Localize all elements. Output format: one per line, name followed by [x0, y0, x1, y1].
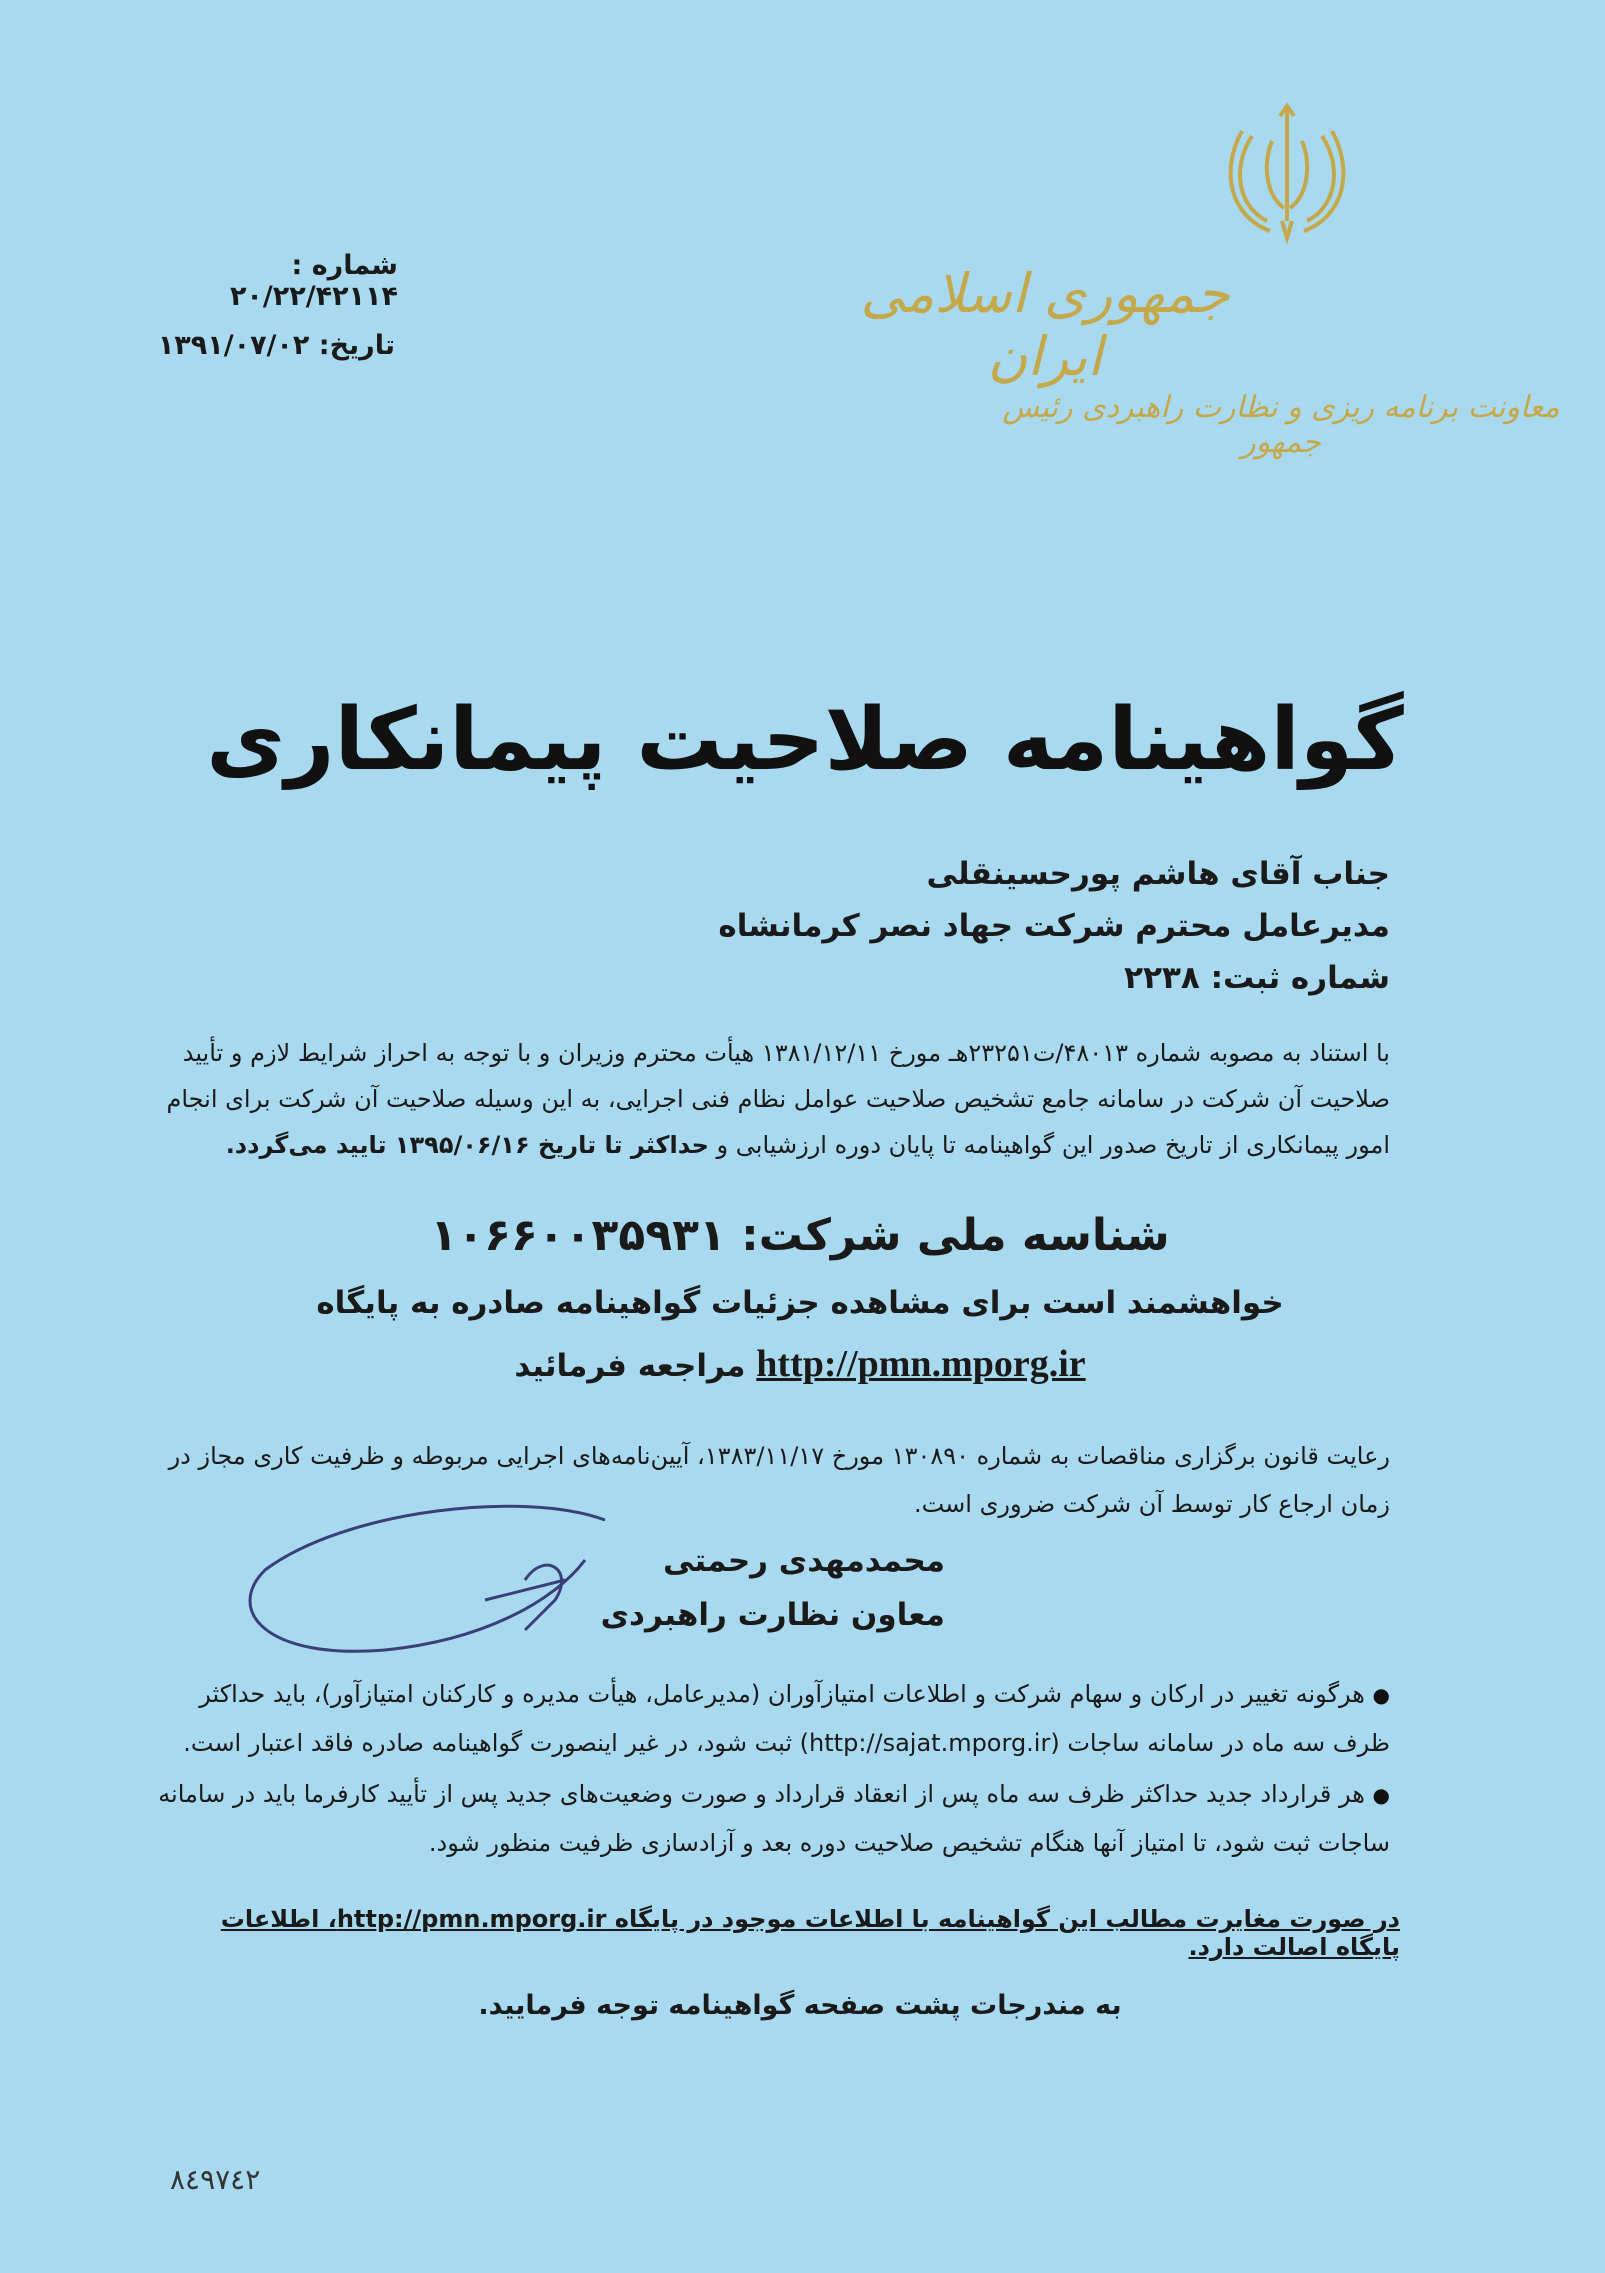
- date-label: تاریخ:: [318, 330, 395, 361]
- addressee-position: مدیرعامل محترم شرکت جهاد نصر کرمانشاه: [718, 908, 1390, 944]
- iran-emblem-icon: [1222, 96, 1352, 246]
- visit-instruction: خواهشمند است برای مشاهده جزئیات گواهینامه صادره به پایگاه: [316, 1285, 1284, 1321]
- serial-number: ٨٤٩٧٤٢: [170, 2163, 261, 2196]
- number-label: شماره :: [291, 250, 398, 281]
- letter-number: [118, 250, 398, 312]
- visit-link-line: [300, 1342, 1300, 1386]
- note-text: هر قرارداد جدید حداکثر ظرف سه ماه پس از انعقاد قرارداد و صورت وضعیت‌های جدید پس از تأیید کارفرما باید در سامانه ساجات ثبت شود، تا امتیاز آنها هنگام تشخیص صلاحیت دوره بعد و آزادسازی ظرفیت منظور شود.: [158, 1780, 1390, 1857]
- date-value: ۱۳۹۱/۰۷/۰۲: [157, 330, 310, 361]
- body-paragraph: [155, 1030, 1390, 1168]
- note-text: هرگونه تغییر در ارکان و سهام شرکت و اطلاعات امتیازآوران (مدیرعامل، هیأت مدیره و کارکنان امتیازآور)، باید حداکثر ظرف سه ماه در سامانه ساجات (http://sajat.mporg.ir) ثبت شود، در غیر اینصورت گواهینامه صادره فاقد اعتبار است.: [183, 1680, 1390, 1757]
- law-paragraph: رعایت قانون برگزاری مناقصات به شماره ۱۳۰۸۹۰ مورخ ۱۳۸۳/۱۱/۱۷، آیین‌نامه‌های اجرایی مربوطه و ظرفیت کاری مجاز در زمان ارجاع کار توسط آن شرکت ضروری است.: [168, 1442, 1390, 1518]
- bullet-icon: ●: [1372, 1683, 1390, 1707]
- signer-name: محمدمهدی رحمتی: [663, 1543, 945, 1579]
- government-name: جمهوری اسلامی ایران: [860, 262, 1230, 388]
- national-id-value: ۱۰۶۶۰۰۳۵۹۳۱: [430, 1210, 726, 1261]
- note-item: [155, 1670, 1390, 1767]
- backside-note: به مندرجات پشت صفحه گواهینامه توجه فرمایید.: [478, 1990, 1122, 2021]
- letter-date: [150, 330, 395, 361]
- national-id-label: شناسه ملی شرکت:: [741, 1210, 1170, 1261]
- note-item: [155, 1770, 1390, 1867]
- number-value: ۲۰/۲۲/۴۲۱۱۴: [229, 281, 398, 312]
- national-id: [300, 1210, 1300, 1261]
- signer-title: معاون نظارت راهبردی: [600, 1597, 945, 1633]
- registration-number: شماره ثبت: ۲۲۳۸: [1124, 960, 1390, 996]
- body-text: با استناد به مصوبه شماره ۴۸۰۱۳/ت۲۳۲۵۱هـ مورخ ۱۳۸۱/۱۲/۱۱ هیأت محترم وزیران و با توجه به احراز شرایط لازم و تأیید صلاحیت آن شرکت در سامانه جامع تشخیص صلاحیت عوامل نظام فنی اجرایی، به این وسیله صلاحیت آن شرکت برای انجام امور پیمانکاری از تاریخ صدور این گواهینامه تا پایان دوره ارزشیابی و: [166, 1039, 1390, 1159]
- authenticity-warning: در صورت مغایرت مطالب این گواهینامه با اطلاعات موجود در پایگاه http://pmn.mporg.ir، اطلاعات پایگاه اصالت دارد.: [220, 1905, 1400, 1961]
- addressee-name: جناب آقای هاشم پورحسینقلی: [926, 856, 1390, 892]
- handwritten-signature: [225, 1480, 645, 1680]
- bullet-icon: ●: [1372, 1783, 1390, 1807]
- pmn-portal-link[interactable]: http://pmn.mporg.ir: [756, 1343, 1086, 1385]
- body-bold-tail: حداکثر تا تاریخ ۱۳۹۵/۰۶/۱۶ تایید می‌گردد.: [225, 1131, 709, 1159]
- government-department: معاونت برنامه ریزی و نظارت راهبردی رئیس جمهور: [1002, 390, 1560, 460]
- visit-suffix: مراجعه فرمائید: [514, 1348, 746, 1384]
- certificate-title: گواهینامه صلاحیت پیمانکاری: [206, 690, 1404, 790]
